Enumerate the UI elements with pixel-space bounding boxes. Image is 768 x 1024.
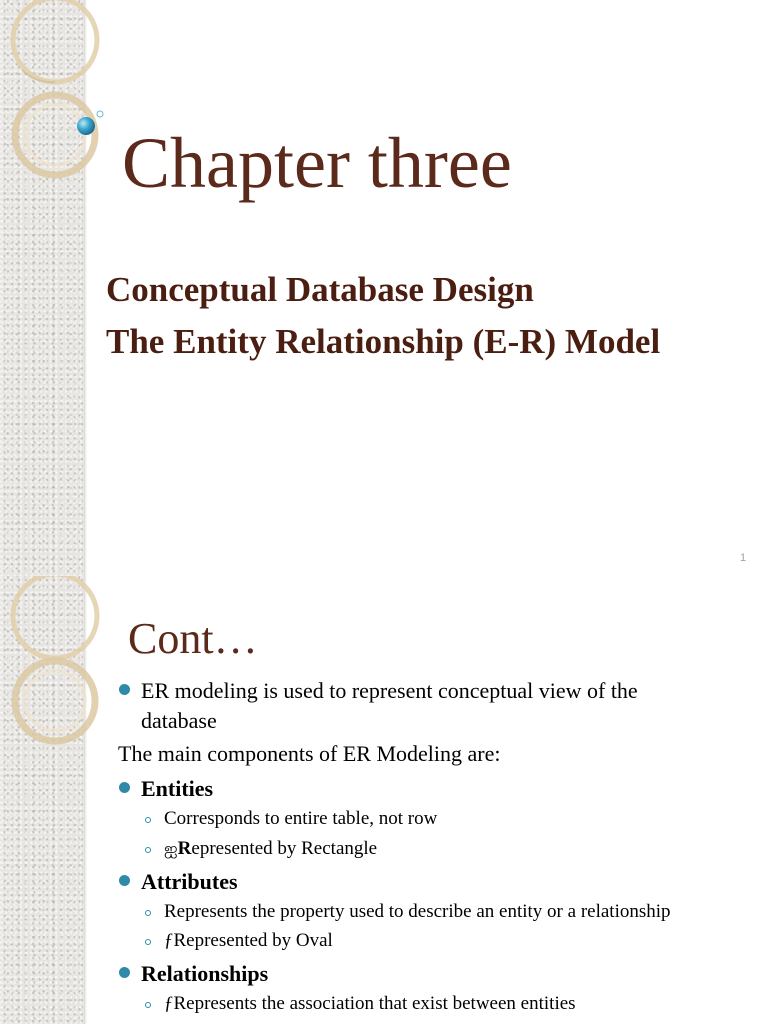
components-heading: The main components of ER Modeling are:: [118, 741, 501, 766]
relationships-item-1: ƒRepresents the association that exist between entities: [164, 993, 576, 1014]
intro-line-1: ER modeling is used to represent conceptual view of the: [141, 678, 638, 703]
entities-item-2-text: epresented by Rectangle: [191, 838, 378, 859]
relationships-label: Relationships: [141, 961, 269, 986]
attributes-item-2: ƒRepresented by Oval: [164, 930, 333, 951]
slide-title: Chapter three: [122, 123, 512, 203]
sub-bullet-ring-icon: [145, 939, 151, 945]
page-number: 1: [740, 552, 747, 564]
bullet-dot-icon: [119, 875, 130, 886]
slide-subtitle: [106, 264, 660, 368]
intro-line-2: database: [141, 708, 217, 733]
entities-item-2-lead: R: [177, 838, 192, 859]
entities-label: Entities: [141, 776, 214, 801]
rectangle-symbol-icon: ஐ: [164, 839, 178, 859]
teal-sphere-icon: [70, 104, 110, 144]
bullet-dot-icon: [119, 782, 130, 793]
decorative-rings: [0, 0, 120, 200]
subtitle-line-2: The Entity Relationship (E-R) Model: [106, 322, 661, 361]
bullet-dot-icon: [119, 967, 130, 978]
subtitle-line-1: Conceptual Database Design: [106, 270, 534, 309]
slide-title: Cont…: [128, 614, 258, 663]
entities-item-1: Corresponds to entire table, not row: [164, 808, 438, 829]
sub-bullet-ring-icon: [145, 910, 151, 916]
bullet-dot-icon: [119, 684, 130, 695]
entities-item-2: [164, 838, 377, 861]
attributes-item-1: Represents the property used to describe an entity or a relationship: [164, 901, 671, 922]
attributes-label: Attributes: [141, 869, 238, 894]
slide-2: [0, 576, 768, 1024]
decorative-rings: [0, 576, 120, 776]
sub-bullet-ring-icon: [145, 1002, 151, 1008]
sub-bullet-ring-icon: [145, 817, 151, 823]
sub-bullet-ring-icon: [145, 847, 151, 853]
